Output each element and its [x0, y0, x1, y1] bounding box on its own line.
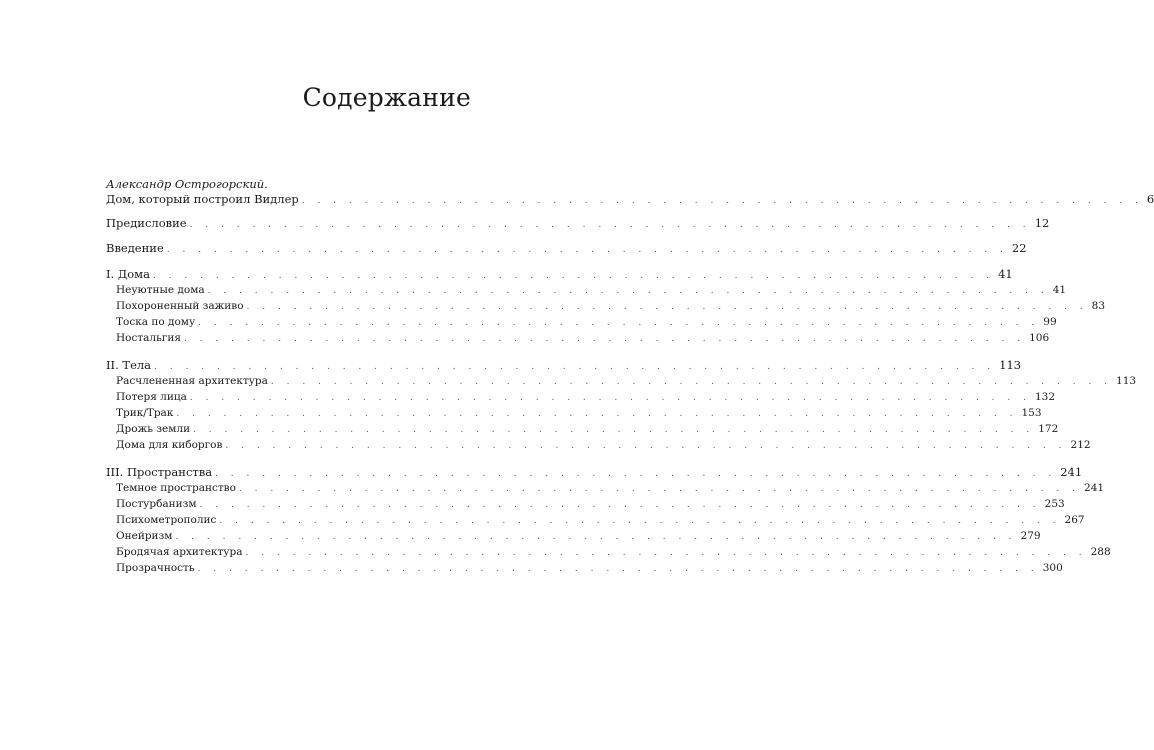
entry-page: 113: [999, 358, 1022, 372]
toc-entry-preface[interactable]: [106, 216, 1050, 232]
entry-label: II. Тела: [106, 358, 152, 372]
dot-leader: . . . . . . . . . . . . . . . . . . . . . . . . . . . . . . . . . . . . . . . . . . . . . . . . . . . . . .: [215, 469, 1057, 479]
toc-chapter[interactable]: [106, 514, 1085, 530]
dot-leader: . . . . . . . . . . . . . . . . . . . . . . . . . . . . . . . . . . . . . . . . . . . . . . . . . . . . . .: [154, 362, 996, 372]
entry-page: 153: [1021, 407, 1042, 419]
dot-leader: . . . . . . . . . . . . . . . . . . . . . . . . . . . . . . . . . . . . . . . . . . . . . . . . . . . . . .: [245, 548, 1087, 558]
entry-label: Тоска по дому: [116, 316, 196, 328]
toc-entry-foreword-essay[interactable]: [106, 192, 1154, 208]
toc-chapter[interactable]: [106, 300, 1106, 316]
toc-part-2[interactable]: [106, 358, 1022, 374]
dot-leader: . . . . . . . . . . . . . . . . . . . . . . . . . . . . . . . . . . . . . . . . . . . . . . . . . . . . . .: [189, 220, 1031, 230]
entry-label: Бродячая архитектура: [116, 546, 243, 558]
entry-page: 6: [1146, 192, 1154, 206]
entry-page: 132: [1035, 391, 1056, 403]
entry-page: 41: [1052, 284, 1067, 296]
dot-leader: . . . . . . . . . . . . . . . . . . . . . . . . . . . . . . . . . . . . . . . . . . . . . . . . . . . . . .: [198, 318, 1040, 328]
entry-label: Дом, который построил Видлер: [106, 192, 299, 206]
dot-leader: . . . . . . . . . . . . . . . . . . . . . . . . . . . . . . . . . . . . . . . . . . . . . . . . . . . . . .: [219, 516, 1061, 526]
entry-label: Похороненный заживо: [116, 300, 244, 312]
entry-label: Введение: [106, 241, 164, 255]
entry-label: Дома для киборгов: [116, 439, 223, 451]
entry-label: Расчлененная архитектура: [116, 375, 268, 387]
dot-leader: . . . . . . . . . . . . . . . . . . . . . . . . . . . . . . . . . . . . . . . . . . . . . . . . . . . . . .: [207, 286, 1049, 296]
dot-leader: . . . . . . . . . . . . . . . . . . . . . . . . . . . . . . . . . . . . . . . . . . . . . . . . . . . . . .: [166, 245, 1008, 255]
toc-part-3[interactable]: [106, 465, 1083, 481]
toc-chapter[interactable]: [106, 530, 1041, 546]
entry-page: 241: [1060, 465, 1083, 479]
toc-chapter[interactable]: [106, 439, 1091, 455]
entry-label: Прозрачность: [116, 562, 195, 574]
dot-leader: . . . . . . . . . . . . . . . . . . . . . . . . . . . . . . . . . . . . . . . . . . . . . . . . . . . . . .: [175, 532, 1017, 542]
toc-chapter[interactable]: [106, 316, 1057, 332]
dot-leader: . . . . . . . . . . . . . . . . . . . . . . . . . . . . . . . . . . . . . . . . . . . . . . . . . . . . . .: [193, 425, 1035, 435]
entry-label: Темное пространство: [116, 482, 236, 494]
dot-leader: . . . . . . . . . . . . . . . . . . . . . . . . . . . . . . . . . . . . . . . . . . . . . . . . . . . . . .: [183, 334, 1026, 344]
entry-page: 12: [1034, 216, 1050, 230]
toc-chapter[interactable]: [106, 391, 1056, 407]
dot-leader: . . . . . . . . . . . . . . . . . . . . . . . . . . . . . . . . . . . . . . . . . . . . . . . . . . . . . .: [270, 377, 1113, 387]
dot-leader: . . . . . . . . . . . . . . . . . . . . . . . . . . . . . . . . . . . . . . . . . . . . . . . . . . . . . .: [189, 393, 1031, 403]
entry-label: Ностальгия: [116, 332, 181, 344]
toc-chapter[interactable]: [106, 498, 1065, 514]
entry-page: 106: [1029, 332, 1050, 344]
toc-chapter[interactable]: [106, 546, 1111, 562]
toc-entry-introduction[interactable]: [106, 241, 1027, 257]
page-title: Содержание: [302, 83, 471, 112]
entry-page: 99: [1043, 316, 1057, 328]
author-line: Александр Острогорский.: [106, 177, 268, 191]
entry-page: 22: [1011, 241, 1027, 255]
toc-chapter[interactable]: [106, 562, 1063, 578]
toc-chapter[interactable]: [106, 407, 1042, 423]
dot-leader: . . . . . . . . . . . . . . . . . . . . . . . . . . . . . . . . . . . . . . . . . . . . . . . . . . . . . .: [238, 484, 1081, 494]
entry-label: Постурбанизм: [116, 498, 197, 510]
entry-page: 253: [1044, 498, 1065, 510]
dot-leader: . . . . . . . . . . . . . . . . . . . . . . . . . . . . . . . . . . . . . . . . . . . . . . . . . . . . . .: [176, 409, 1018, 419]
dot-leader: . . . . . . . . . . . . . . . . . . . . . . . . . . . . . . . . . . . . . . . . . . . . . . . . . . . . . .: [246, 302, 1088, 312]
toc-chapter[interactable]: [106, 332, 1050, 348]
entry-page: 300: [1042, 562, 1063, 574]
dot-leader: . . . . . . . . . . . . . . . . . . . . . . . . . . . . . . . . . . . . . . . . . . . . . . . . . . . . . .: [199, 500, 1041, 510]
dot-leader: . . . . . . . . . . . . . . . . . . . . . . . . . . . . . . . . . . . . . . . . . . . . . . . . . . . . . .: [197, 564, 1039, 574]
entry-label: Психометрополис: [116, 514, 217, 526]
entry-label: Неуютные дома: [116, 284, 205, 296]
entry-page: 83: [1091, 300, 1106, 312]
entry-label: Дрожь земли: [116, 423, 191, 435]
toc-chapter[interactable]: [106, 482, 1105, 498]
dot-leader: . . . . . . . . . . . . . . . . . . . . . . . . . . . . . . . . . . . . . . . . . . . . . . . . . . . . . .: [152, 271, 995, 281]
toc-chapter[interactable]: [106, 284, 1067, 300]
entry-label: Трик/Трак: [116, 407, 174, 419]
entry-page: 241: [1084, 482, 1105, 494]
entry-page: 41: [998, 267, 1013, 281]
entry-page: 288: [1090, 546, 1111, 558]
entry-label: Предисловие: [106, 216, 187, 230]
entry-label: I. Дома: [106, 267, 150, 281]
toc-chapter[interactable]: [106, 375, 1137, 391]
entry-label: Онейризм: [116, 530, 173, 542]
dot-leader: . . . . . . . . . . . . . . . . . . . . . . . . . . . . . . . . . . . . . . . . . . . . . . . . . . . . . .: [225, 441, 1067, 451]
entry-page: 172: [1038, 423, 1059, 435]
entry-page: 279: [1020, 530, 1041, 542]
toc-chapter[interactable]: [106, 423, 1059, 439]
dot-leader: . . . . . . . . . . . . . . . . . . . . . . . . . . . . . . . . . . . . . . . . . . . . . . . . . . . . . .: [301, 196, 1143, 206]
entry-label: Потеря лица: [116, 391, 187, 403]
toc-part-1[interactable]: [106, 267, 1013, 283]
entry-page: 267: [1064, 514, 1085, 526]
entry-label: III. Пространства: [106, 465, 213, 479]
entry-page: 212: [1070, 439, 1091, 451]
entry-page: 113: [1116, 375, 1137, 387]
